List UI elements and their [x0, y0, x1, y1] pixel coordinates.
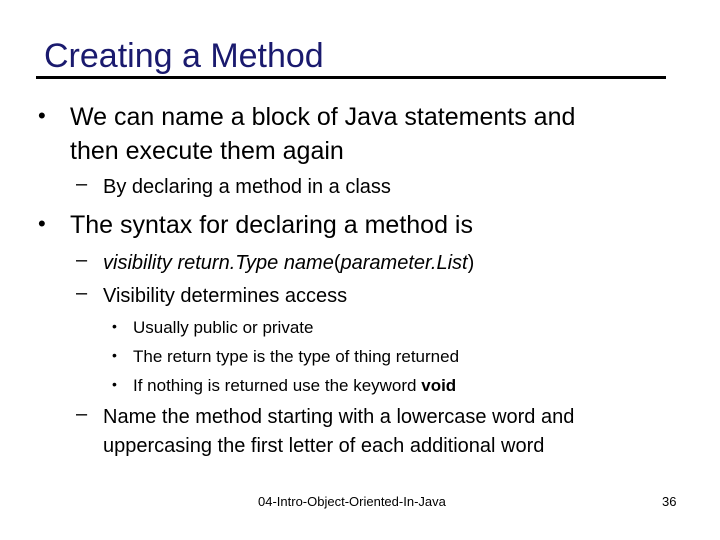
- dash-marker: –: [76, 249, 88, 271]
- syntax-visibility: visibility: [103, 252, 172, 274]
- dash-marker: –: [76, 403, 88, 425]
- bullet-1-line-2: then execute them again: [70, 137, 344, 165]
- sub-bullet-naming-line-2: uppercasing the first letter of each additional word: [103, 435, 545, 457]
- title-underline: [36, 76, 666, 79]
- sub-bullet-method-in-class: By declaring a method in a class: [103, 176, 391, 198]
- bullet-2-syntax: The syntax for declaring a method is: [70, 211, 473, 239]
- subsub-bullet-public-private: Usually public or private: [133, 318, 314, 337]
- slide-title: Creating a Method: [44, 37, 324, 75]
- void-keyword: void: [421, 376, 457, 395]
- bullet-marker: •: [38, 211, 46, 236]
- small-bullet-marker: •: [112, 347, 117, 363]
- bullet-1-line-1: We can name a block of Java statements and: [70, 103, 576, 131]
- void-sentence: If nothing is returned use the keyword: [133, 376, 422, 395]
- sub-bullet-naming-line-1: Name the method starting with a lowercase word and: [103, 406, 575, 428]
- page-number: 36: [662, 494, 677, 509]
- syntax-open-paren: (: [333, 252, 341, 274]
- syntax-name: name: [283, 252, 334, 274]
- bullet-marker: •: [38, 103, 46, 128]
- sub-bullet-visibility: Visibility determines access: [103, 285, 348, 307]
- dash-marker: –: [76, 282, 88, 304]
- syntax-params: parameter.List: [340, 252, 468, 274]
- subsub-bullet-return-type: The return type is the type of thing returned: [133, 347, 460, 366]
- dash-marker: –: [76, 173, 88, 195]
- syntax-return-type: return.Type: [177, 252, 279, 274]
- subsub-bullet-void: [133, 375, 456, 397]
- syntax-signature: [103, 249, 474, 278]
- small-bullet-marker: •: [112, 318, 117, 334]
- syntax-close-paren: ): [467, 252, 475, 274]
- small-bullet-marker: •: [112, 376, 117, 392]
- footer-title: 04-Intro-Object-Oriented-In-Java: [258, 494, 446, 509]
